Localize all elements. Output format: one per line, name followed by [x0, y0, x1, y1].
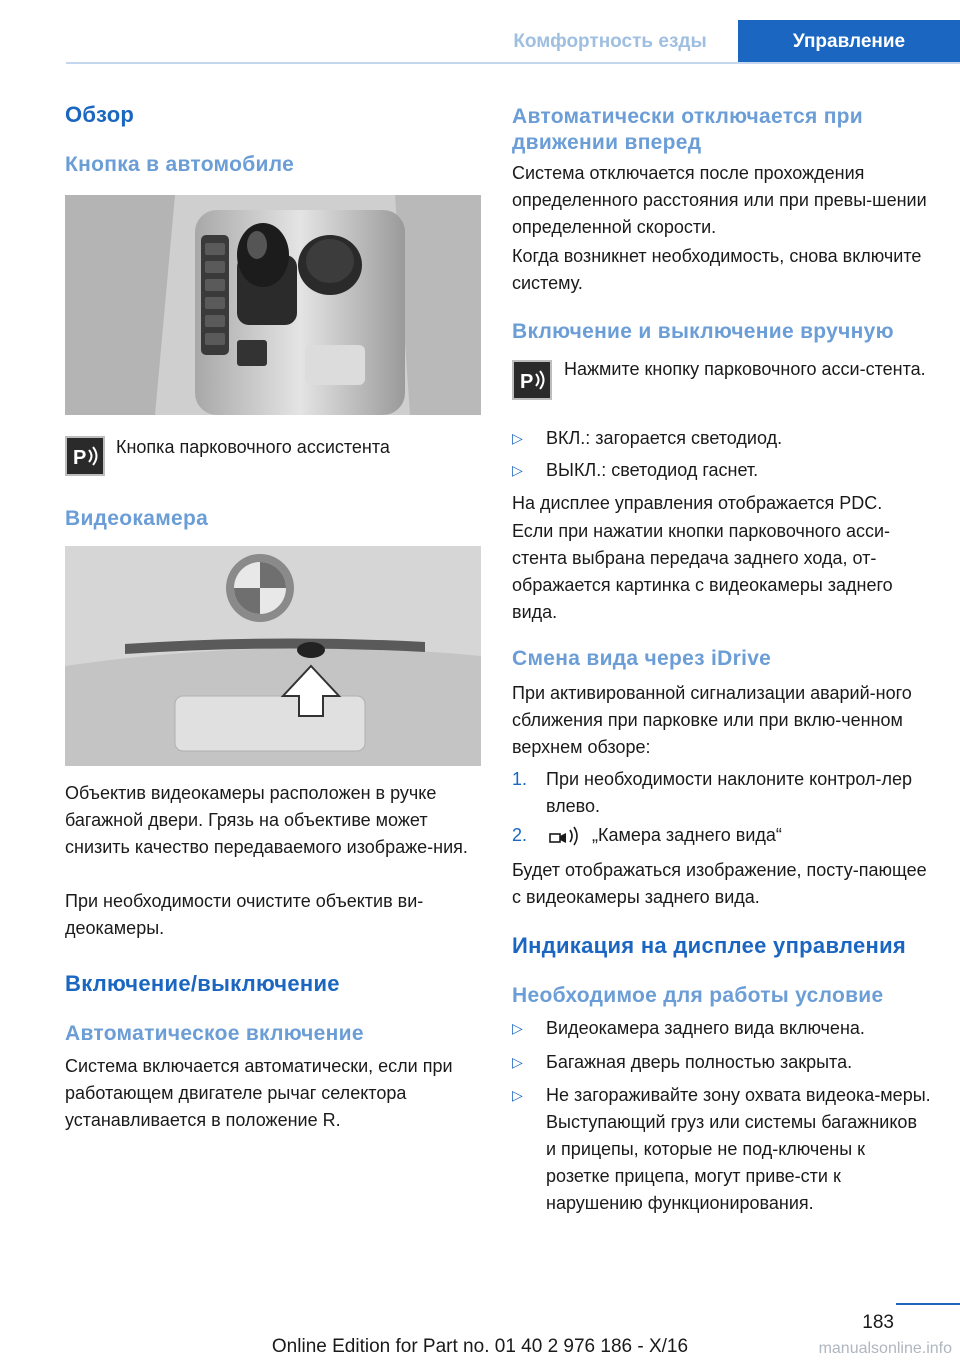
display-heading: Индикация на дисплее управления	[512, 933, 907, 958]
pdc-text: На дисплее управления отображается PDC.	[512, 493, 883, 513]
active-section-tab[interactable]: Управление	[738, 20, 960, 64]
page-number: 183	[862, 1312, 894, 1333]
center-console-illustration	[65, 195, 481, 415]
triangle-bullet-icon: ▷	[512, 1054, 523, 1070]
triangle-bullet-icon: ▷	[512, 430, 523, 446]
triangle-bullet-icon: ▷	[512, 1087, 523, 1103]
auto-off-heading: Автоматически отключается при движении вперед	[512, 105, 864, 154]
auto-off-text-2: Когда возникнет необходимость, снова включите систему.	[512, 246, 922, 293]
triangle-bullet-icon: ▷	[512, 462, 523, 478]
rear-camera-illustration	[65, 546, 481, 766]
center-console-photo	[65, 195, 481, 415]
auto-on-heading: Автоматическое включение	[65, 1022, 364, 1045]
section-tab[interactable]: Комфортность езды	[513, 31, 707, 52]
rear-camera-photo	[65, 546, 481, 766]
reverse-text: Если при нажатии кнопки парковочного асси‐стента выбрана передача заднего хода, от‐ображается картинка с видеокамеры заднего вида.	[512, 521, 893, 622]
condition-heading: Необходимое для работы условие	[512, 984, 884, 1007]
header-divider	[66, 62, 960, 64]
button-caption: Кнопка парковочного ассистента	[116, 437, 390, 457]
watermark: manualsonline.info	[818, 1340, 952, 1357]
step-number: 2.	[512, 825, 528, 845]
svg-text:P: P	[520, 371, 534, 393]
triangle-bullet-icon: ▷	[512, 1020, 523, 1036]
steps-result: Будет отображаться изображение, посту‐пающее с видеокамеры заднего вида.	[512, 860, 927, 907]
camera-text-1: Объектив видеокамеры расположен в ручке багажной двери. Грязь на объективе может снизить качество передаваемого изображе‐ния.	[65, 783, 468, 857]
auto-on-text: Система включается автоматически, если при работающем двигателе рычаг селектора устанавливается в положение R.	[65, 1056, 453, 1130]
idrive-text: При активированной сигнализации аварий‐ного сближения при парковке или при вклю‐ченном верхнем обзоре:	[512, 683, 912, 757]
idrive-heading: Смена вида через iDrive	[512, 647, 772, 670]
parking-assist-icon	[65, 436, 105, 476]
manual-text: Нажмите кнопку парковочного асси‐стента.	[564, 359, 926, 379]
manual-heading: Включение и выключение вручную	[512, 320, 894, 343]
auto-off-text-1: Система отключается после прохождения определенного расстояния или при превы‐шении определенной скорости.	[512, 163, 927, 237]
parking-assist-icon	[512, 360, 552, 400]
svg-text:P: P	[73, 447, 87, 469]
rear-camera-icon	[548, 824, 582, 848]
onoff-heading: Включение/выключение	[65, 971, 340, 996]
step-number: 1.	[512, 769, 528, 789]
footer-divider	[896, 1303, 960, 1305]
button-heading: Кнопка в автомобиле	[65, 153, 295, 176]
camera-heading: Видеокамера	[65, 507, 209, 530]
overview-heading: Обзор	[65, 102, 135, 127]
camera-text-2: При необходимости очистите объектив ви‐деокамеры.	[65, 891, 424, 938]
edition-note: Online Edition for Part no. 01 40 2 976 186 - X/16	[271, 1336, 689, 1357]
